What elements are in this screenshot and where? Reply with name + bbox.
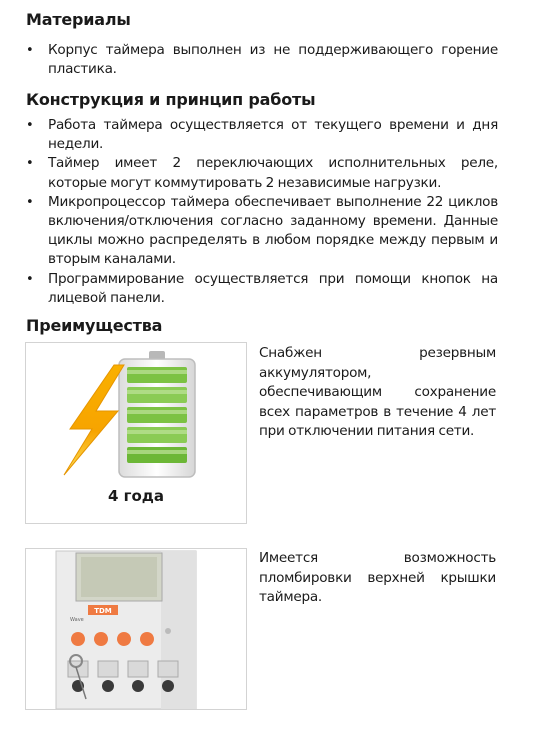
materials-list xyxy=(26,41,498,79)
construction-list xyxy=(26,116,498,308)
list-item-text: Таймер имеет 2 переключающих исполнительных реле, которые могут коммутировать 2 независимые нагрузки. xyxy=(48,155,498,191)
list-item-text: Микропроцессор таймера обеспечивает выполнение 22 циклов включения/отключения согласно заданному времени. Данные циклы можно распределять в любом порядке между первым и вторым каналами. xyxy=(48,193,498,268)
list-item xyxy=(26,116,498,154)
heading-construction: Конструкция и принцип работы xyxy=(26,90,316,109)
list-item xyxy=(26,270,498,308)
bullet: • xyxy=(26,156,34,172)
battery-image xyxy=(25,342,247,524)
list-item-text: Корпус таймера выполнен из не поддерживающего горение пластика. xyxy=(48,42,498,78)
battery-caption: 4 года xyxy=(107,487,165,505)
list-item-text: Работа таймера осуществляется от текущего времени и дня недели. xyxy=(48,117,498,153)
seal-description: Имеется возможность пломбировки верхней крышки таймера. xyxy=(259,550,496,605)
heading-materials: Материалы xyxy=(26,10,131,29)
list-item xyxy=(26,154,498,192)
bullet: • xyxy=(26,43,34,58)
bullet: • xyxy=(26,194,34,210)
device-logo: TDM xyxy=(94,607,112,615)
list-item-text: Программирование осуществляется при помощи кнопок на лицевой панели. xyxy=(48,270,498,306)
battery-icon xyxy=(26,343,245,483)
timer-device-image xyxy=(25,548,247,710)
timer-device-illustration xyxy=(26,549,245,709)
bullet: • xyxy=(26,271,34,287)
list-item xyxy=(26,41,498,79)
device-label: Wave xyxy=(70,617,84,623)
list-item xyxy=(26,193,498,270)
battery-description: Снабжен резервным аккумулятором, обеспечивающим сохранение всех параметров в течение 4 лет при отключении питания сети. xyxy=(259,345,496,439)
bullet: • xyxy=(26,118,34,133)
heading-advantages: Преимущества xyxy=(26,316,163,335)
